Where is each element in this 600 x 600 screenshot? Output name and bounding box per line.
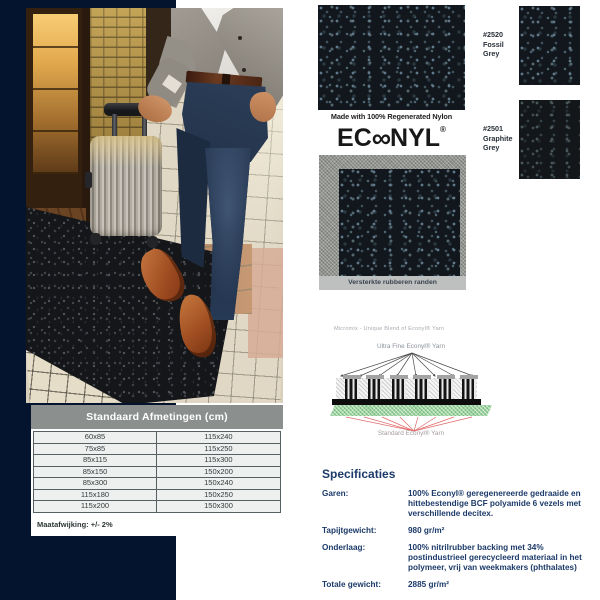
econyl-tagline: Made with 100% Regenerated Nylon bbox=[330, 112, 453, 121]
suitcase-reflection bbox=[90, 136, 162, 168]
econyl-logo-text: NYL bbox=[390, 124, 441, 152]
window-shelves bbox=[33, 14, 78, 174]
spec-row bbox=[322, 543, 594, 573]
table-cell: 150x250 bbox=[157, 490, 280, 501]
table-row bbox=[34, 432, 280, 443]
sizes-table bbox=[31, 405, 283, 536]
swatch-name: Fossil bbox=[483, 39, 504, 49]
econyl-logo bbox=[318, 118, 465, 153]
registered-mark: ® bbox=[440, 125, 446, 134]
suitcase-wheel bbox=[147, 236, 158, 248]
standard-yarn-label: Standard Econyl® Yarn bbox=[377, 430, 445, 437]
hero-photo bbox=[26, 8, 283, 403]
table-cell: 115x240 bbox=[157, 432, 280, 443]
shirt-button bbox=[238, 36, 242, 40]
yarn-bundle bbox=[415, 378, 429, 400]
sizes-table-header: Standaard Afmetingen (cm) bbox=[31, 405, 283, 429]
table-cell: 85x115 bbox=[34, 455, 157, 466]
table-cell: 115x200 bbox=[34, 501, 157, 512]
swatch-graphite-grey bbox=[519, 100, 580, 179]
shirt-button bbox=[242, 68, 246, 72]
mat-base-bar bbox=[332, 399, 481, 405]
ultra-fine-yarn-label: Ultra Fine Econyl® Yarn bbox=[376, 343, 446, 350]
spec-value: 100% nitrilrubber backing met 34% postindustrieel gerecycleerd materiaal in het polymeer, vrij van weekmakers (phthalates) bbox=[408, 543, 582, 572]
spec-row bbox=[322, 580, 594, 590]
suitcase-latch bbox=[85, 172, 92, 188]
table-cell: 150x200 bbox=[157, 467, 280, 478]
yarn-bundle bbox=[392, 378, 406, 400]
swatch-name: Grey bbox=[483, 143, 500, 153]
infinity-icon: ∞ bbox=[371, 123, 391, 153]
table-row bbox=[34, 466, 280, 478]
sizes-table-body bbox=[33, 431, 281, 513]
swatch-name: Graphite bbox=[483, 133, 513, 143]
yarn-bundle bbox=[345, 378, 359, 400]
table-row bbox=[34, 454, 280, 466]
suitcase bbox=[90, 136, 162, 236]
backing-caption: Versterkte rubberen randen bbox=[319, 276, 466, 290]
size-tolerance-note: Maatafwijking: +/- 2% bbox=[37, 519, 113, 529]
table-row bbox=[34, 477, 280, 489]
table-cell: 85x150 bbox=[34, 467, 157, 478]
spec-label: Totale gewicht: bbox=[322, 580, 381, 589]
spec-label: Garen: bbox=[322, 489, 349, 498]
suitcase-wheel bbox=[90, 233, 101, 245]
table-cell: 75x85 bbox=[34, 444, 157, 455]
swatch-name: Grey bbox=[483, 49, 500, 59]
table-cell: 150x300 bbox=[157, 501, 280, 512]
table-cell: 60x85 bbox=[34, 432, 157, 443]
spec-row bbox=[322, 526, 594, 536]
backing-layer-green bbox=[330, 405, 492, 416]
specs-section bbox=[322, 467, 594, 597]
yarn-bundle bbox=[368, 378, 382, 400]
spec-value: 100% Econyl® geregenereerde gedraaide en hittebestendige BCF polyamide 6 vezels met verschillende decitex. bbox=[408, 489, 581, 518]
yarn-bundle bbox=[439, 378, 453, 400]
table-row bbox=[34, 443, 280, 455]
spec-value: 2885 gr/m² bbox=[408, 580, 449, 589]
spec-label: Tapijtgewicht: bbox=[322, 526, 377, 535]
swatch-code: #2501 bbox=[483, 124, 503, 133]
table-row bbox=[34, 489, 280, 501]
econyl-logo-text: EC bbox=[337, 124, 372, 152]
table-cell: 115x180 bbox=[34, 490, 157, 501]
table-cell: 115x250 bbox=[157, 444, 280, 455]
spec-value: 980 gr/m² bbox=[408, 526, 445, 535]
swatch-label-fossil-grey bbox=[483, 30, 519, 59]
carpet-surface bbox=[339, 169, 460, 276]
table-cell: 85x300 bbox=[34, 478, 157, 489]
pink-tiles bbox=[248, 248, 283, 358]
table-cell: 150x240 bbox=[157, 478, 280, 489]
yarn-tufts bbox=[336, 378, 477, 400]
yarn-bundle bbox=[462, 378, 476, 400]
table-cell: 115x300 bbox=[157, 455, 280, 466]
spec-row bbox=[322, 489, 594, 519]
carpet-swatch-large bbox=[318, 5, 465, 110]
specs-heading: Specificaties bbox=[322, 467, 396, 481]
rubber-edge-photo bbox=[319, 155, 466, 290]
table-row bbox=[34, 500, 280, 512]
spec-label: Onderlaag: bbox=[322, 543, 366, 552]
swatch-label-graphite-grey bbox=[483, 124, 519, 153]
swatch-code: #2520 bbox=[483, 30, 503, 39]
yarn-diagram bbox=[330, 326, 492, 438]
diagram-title: Micromix - Unique Blend of Econyl® Yarn bbox=[334, 326, 445, 332]
swatch-fossil-grey bbox=[519, 6, 580, 85]
